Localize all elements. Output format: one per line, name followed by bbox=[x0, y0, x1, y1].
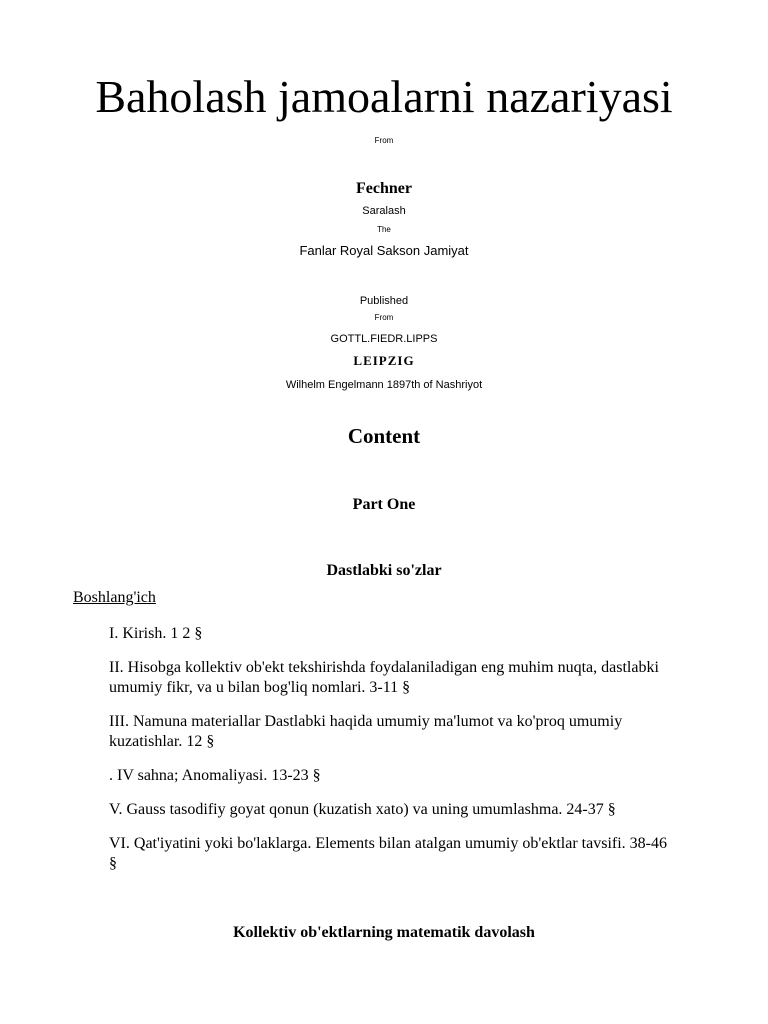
toc-item: . IV sahna; Anomaliyasi. 13-23 § bbox=[109, 767, 321, 784]
next-section-heading: Kollektiv ob'ektlarning matematik davolash bbox=[233, 924, 535, 941]
part-heading: Part One bbox=[352, 496, 416, 513]
saralash-label: Saralash bbox=[362, 205, 406, 217]
from-label-2: From bbox=[374, 313, 394, 322]
from-label: From bbox=[374, 136, 394, 145]
author-name: Fechner bbox=[356, 180, 412, 197]
city-name: LEIPZIG bbox=[353, 353, 415, 368]
toc-item: III. Namuna materiallar Dastlabki haqida umumiy ma'lumot va ko'proq umumiy kuzatishlar. 12 § bbox=[109, 713, 623, 750]
imprint-line: Wilhelm Engelmann 1897th of Nashriyot bbox=[285, 379, 483, 391]
toc-item: II. Hisobga kollektiv ob'ekt tekshirishda foydalaniladigan eng muhim nuqta, dastlabki umumiy fikr, va u bilan bog'liq nomlari. 3-11 § bbox=[109, 659, 659, 696]
document-title: Baholash jamoalarni nazariyasi bbox=[95, 71, 673, 122]
published-label: Published bbox=[359, 295, 409, 307]
toc-item: V. Gauss tasodifiy goyat qonun (kuzatish xato) va uning umumlashma. 24-37 § bbox=[109, 801, 616, 818]
boshlangich-link[interactable]: Boshlang'ich bbox=[73, 589, 156, 606]
toc-list bbox=[109, 624, 669, 888]
publisher-name: GOTTL.FIEDR.LIPPS bbox=[330, 333, 438, 345]
toc-item: I. Kirish. 1 2 § bbox=[109, 625, 203, 642]
society-name: Fanlar Royal Sakson Jamiyat bbox=[299, 243, 469, 258]
contents-heading: Content bbox=[347, 424, 421, 448]
toc-item: VI. Qat'iyatini yoki bo'laklarga. Elements bilan atalgan umumiy ob'ektlar tavsifi. 38-46 § bbox=[109, 835, 667, 872]
section-heading: Dastlabki so'zlar bbox=[326, 562, 442, 579]
the-label: The bbox=[377, 225, 391, 234]
